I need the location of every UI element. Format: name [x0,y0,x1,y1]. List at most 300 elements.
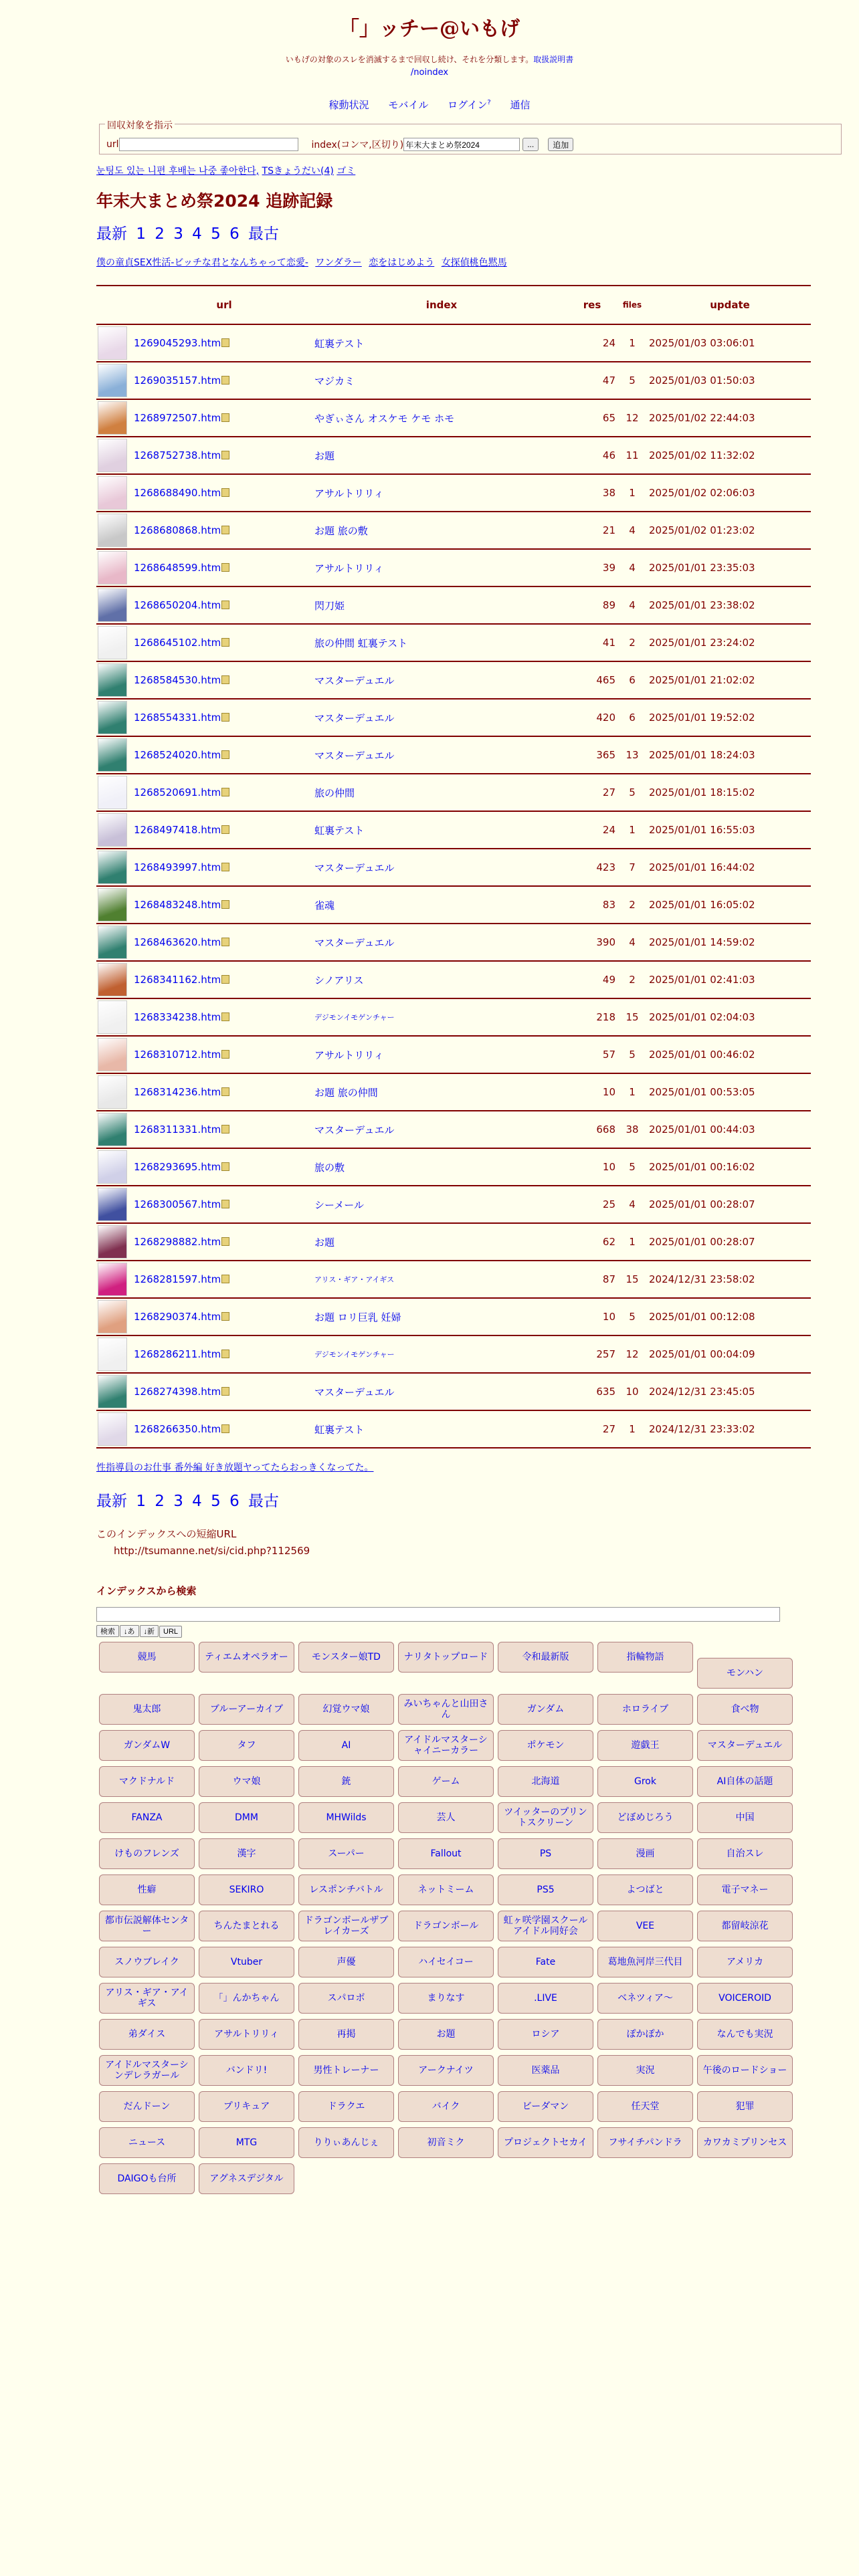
category-button[interactable]: ガンダム [498,1694,593,1725]
nav-login[interactable] [448,99,491,111]
thread-link[interactable]: 1268648599.htm [134,562,221,574]
thumbnail-image[interactable] [98,626,127,659]
category-button[interactable]: 指輪物語 [597,1642,693,1673]
archive-icon[interactable] [221,601,229,609]
category-button[interactable]: 任天堂 [597,2091,693,2122]
index-cell[interactable]: 虹裏テスト [314,811,569,849]
category-button[interactable]: PS [498,1838,593,1869]
category-button[interactable]: みいちゃんと山田さん [398,1694,494,1725]
category-button[interactable]: ナリタトップロード [398,1642,494,1673]
files-cell: 2 [615,886,649,924]
thread-link[interactable]: 1268972507.htm [134,412,221,424]
url-cell [134,1373,314,1410]
thumbnail-image[interactable] [98,588,127,622]
thumbnail-image[interactable] [98,701,127,734]
archive-icon[interactable] [221,1087,229,1096]
archive-icon[interactable] [221,1012,229,1021]
thumb-cell [96,849,134,886]
category-button[interactable]: スパロボ [298,1983,394,2014]
page-title: 年末大まとめ祭2024 追跡記録 [96,191,333,211]
category-button[interactable]: 医薬品 [498,2055,593,2086]
table-row [96,399,811,437]
thread-link[interactable]: 1268483248.htm [134,899,221,911]
pager-page-2[interactable]: 2 [155,225,165,243]
category-button[interactable]: けものフレンズ [99,1838,195,1869]
thumbnail-image[interactable] [98,926,127,959]
category-button[interactable]: マクドナルド [99,1766,195,1797]
index-cell[interactable]: アリス・ギア・アイギス [314,1261,569,1298]
index-cell[interactable]: アサルトリリィ [314,1036,569,1073]
table-row [96,699,811,736]
update-cell: 2025/01/01 00:12:08 [649,1298,811,1335]
thread-link[interactable]: 1268334238.htm [134,1011,221,1023]
index-cell[interactable]: お題 旅の仲間 [314,1073,569,1111]
archive-icon[interactable] [221,413,229,422]
archive-icon[interactable] [221,638,229,647]
sort-kana-button[interactable]: ↓あ [120,1625,139,1637]
category-button[interactable]: よつばと [597,1874,693,1905]
index-cell[interactable]: マスターデュエル [314,1111,569,1148]
index-input[interactable] [403,138,520,151]
archive-icon[interactable] [221,1050,229,1059]
update-cell: 2025/01/03 03:06:01 [649,324,811,362]
res-cell: 89 [569,586,615,624]
pager-page-4[interactable]: 4 [192,225,202,243]
category-button[interactable]: レスポンチバトル [298,1874,394,1905]
category-button[interactable]: MTG [199,2127,294,2158]
thumb-cell [96,924,134,961]
index-cell[interactable]: アサルトリリィ [314,474,569,512]
category-button[interactable]: VOICEROID [697,1983,793,2014]
category-button[interactable]: どぼめじろう [597,1802,693,1833]
category-button[interactable]: プロジェクトセカイ [498,2127,593,2158]
footer-thread-link[interactable]: 性指導員のお仕事 番外編 好き放題ヤってたらおっきくなってた。 [96,1463,374,1473]
category-button[interactable]: 再掲 [298,2019,394,2050]
thread-link[interactable]: 1268298882.htm [134,1236,221,1248]
index-cell[interactable]: 閃刀姫 [314,586,569,624]
url-cell [134,399,314,437]
category-button[interactable]: AI自体の話題 [697,1766,793,1797]
archive-icon[interactable] [221,338,229,347]
archive-icon[interactable] [221,1162,229,1171]
files-cell: 1 [615,811,649,849]
thumbnail-image[interactable] [98,401,127,435]
thread-link[interactable]: 1268266350.htm [134,1423,221,1435]
table-row [96,549,811,586]
category-button[interactable]: 漫画 [597,1838,693,1869]
category-button[interactable]: ティエムオペラオー [199,1642,294,1673]
index-cell[interactable]: マスターデュエル [314,1373,569,1410]
thumbnail-image[interactable] [98,1000,127,1034]
index-cell[interactable]: デジモンイモゲンチャー [314,1335,569,1373]
update-cell: 2025/01/01 21:02:02 [649,661,811,699]
category-button[interactable]: なんでも実況 [697,2019,793,2050]
pager-oldest[interactable]: 最古 [248,1493,280,1510]
category-button[interactable]: りりぃあんじぇ [298,2127,394,2158]
archive-icon[interactable] [221,938,229,946]
category-button[interactable]: Fallout [398,1838,494,1869]
category-button[interactable]: 「」んかちゃん [199,1983,294,2014]
category-button[interactable]: スーパー [298,1838,394,1869]
archive-icon[interactable] [221,1125,229,1134]
category-button[interactable]: プリキュア [199,2091,294,2122]
category-button[interactable]: 自治スレ [697,1838,793,1869]
url-input[interactable] [119,138,298,151]
category-button[interactable]: アークナイツ [398,2055,494,2086]
index-picker-button[interactable]: ... [522,138,539,151]
thumb-cell [96,1186,134,1223]
category-button[interactable]: ぽかぽか [597,2019,693,2050]
archive-icon[interactable] [221,863,229,871]
index-cell[interactable]: マスターデュエル [314,924,569,961]
thread-link[interactable]: 1268688490.htm [134,487,221,499]
update-cell: 2025/01/01 00:53:05 [649,1073,811,1111]
pager-page-5[interactable]: 5 [211,1493,221,1510]
category-button[interactable]: 都市伝説解体センター [99,1911,195,1941]
thread-link[interactable]: 1268290374.htm [134,1311,221,1323]
archive-icon[interactable] [221,563,229,572]
archive-icon[interactable] [221,1312,229,1321]
thumbnail-image[interactable] [98,476,127,510]
category-button[interactable]: ウマ娘 [199,1766,294,1797]
res-cell: 25 [569,1186,615,1223]
thumbnail-image[interactable] [98,738,127,772]
category-button[interactable]: マスターデュエル [697,1730,793,1761]
index-cell[interactable]: 旅の仲間 虹裏テスト [314,624,569,661]
thread-link[interactable]: 1268520691.htm [134,786,221,798]
category-button[interactable]: ツイッターのプリントスクリーン [498,1802,593,1833]
archive-icon[interactable] [221,1237,229,1246]
form-legend: 回収対象を指示 [105,118,175,132]
category-button[interactable]: ロシア [498,2019,593,2050]
thread-link[interactable]: 1268300567.htm [134,1198,221,1210]
category-button[interactable]: ブルーアーカイブ [199,1694,294,1725]
category-button[interactable]: 漢字 [199,1838,294,1869]
category-button[interactable]: 電子マネー [697,1874,793,1905]
category-button[interactable]: Vtuber [199,1947,294,1977]
tool-link-trash[interactable]: ゴミ [337,166,356,177]
category-button[interactable]: 弟ダイス [99,2019,195,2050]
thumbnail-image[interactable] [98,551,127,584]
archive-icon[interactable] [221,713,229,722]
category-button[interactable]: モンハン [697,1658,793,1689]
tool-link-korean[interactable]: 눈팅도 있는 니편 후배는 나중 좋아한다, [96,166,260,177]
category-button[interactable]: アサルトリリィ [199,2019,294,2050]
archive-icon[interactable] [221,1350,229,1358]
category-button[interactable]: 芸人 [398,1802,494,1833]
nav-status[interactable]: 稼動状況 [328,99,369,111]
category-button[interactable]: Fate [498,1947,593,1977]
res-cell: 24 [569,324,615,362]
index-cell[interactable]: 旅の敷 [314,1148,569,1186]
thumbnail-image[interactable] [98,364,127,397]
pager-oldest[interactable]: 最古 [248,225,280,243]
update-cell: 2024/12/31 23:45:05 [649,1373,811,1410]
category-button[interactable]: 午後のロードショー [697,2055,793,2086]
pager-page-3[interactable]: 3 [173,225,183,243]
header-index: index [314,286,569,324]
index-cell[interactable]: シーメール [314,1186,569,1223]
category-button[interactable]: 競馬 [99,1642,195,1673]
category-button[interactable]: ニュース [99,2127,195,2158]
category-button[interactable]: フサイチパンドラ [597,2127,693,2158]
thread-link[interactable]: 1268286211.htm [134,1348,221,1360]
index-cell[interactable]: お題 旅の敷 [314,512,569,549]
category-button[interactable]: 北海道 [498,1766,593,1797]
category-button[interactable]: FANZA [99,1802,195,1833]
thumb-cell [96,736,134,774]
thread-link[interactable]: 1268310712.htm [134,1049,221,1061]
archive-icon[interactable] [221,825,229,834]
pager-page-2[interactable]: 2 [155,1493,165,1510]
url-cell [134,512,314,549]
url-button[interactable]: URL [159,1626,182,1638]
index-cell[interactable]: デジモンイモゲンチャー [314,998,569,1036]
nav-login-sup: ? [487,99,491,106]
archive-icon[interactable] [221,451,229,459]
category-button[interactable]: SEKIRO [199,1874,294,1905]
thread-link[interactable]: 1268650204.htm [134,599,221,611]
table-row [96,1335,811,1373]
thumbnail-image[interactable] [98,326,127,360]
category-button[interactable]: PS5 [498,1874,593,1905]
category-button[interactable]: DAIGOも台所 [99,2163,195,2194]
category-button[interactable]: ホロライブ [597,1694,693,1725]
category-button[interactable]: .LIVE [498,1983,593,2014]
files-cell: 5 [615,1036,649,1073]
category-button[interactable]: スノウブレイク [99,1947,195,1977]
category-button[interactable]: 鬼太郎 [99,1694,195,1725]
category-button[interactable]: 声優 [298,1947,394,1977]
archive-icon[interactable] [221,975,229,984]
thumbnail-image[interactable] [98,1412,127,1446]
thumbnail-image[interactable] [98,1038,127,1071]
pager-page-3[interactable]: 3 [173,1493,183,1510]
thread-link[interactable]: 1268524020.htm [134,749,221,761]
category-button[interactable]: 都留岐涼花 [697,1911,793,1941]
thumbnail-image[interactable] [98,1263,127,1296]
category-button[interactable]: アメリカ [697,1947,793,1977]
index-cell[interactable]: 雀魂 [314,886,569,924]
index-cell[interactable]: 虹裏テスト [314,1410,569,1448]
pager-page-1[interactable]: 1 [136,1493,146,1510]
archive-icon[interactable] [221,1275,229,1283]
category-button[interactable]: 犯罪 [697,2091,793,2122]
category-button[interactable]: ベネツィア～ [597,1983,693,2014]
thumbnail-image[interactable] [98,1337,127,1371]
thumbnail-image[interactable] [98,514,127,547]
thread-link[interactable]: 1268274398.htm [134,1386,221,1398]
thread-link[interactable]: 1268752738.htm [134,449,221,461]
thumb-cell [96,811,134,849]
thread-link[interactable]: 1268645102.htm [134,637,221,649]
archive-icon[interactable] [221,1200,229,1208]
category-button[interactable]: カワカミプリンセス [697,2127,793,2158]
manual-link[interactable]: 取扱説明書 [533,55,574,64]
index-search-input[interactable] [96,1607,780,1622]
thumb-cell [96,437,134,474]
thumbnail-image[interactable] [98,663,127,697]
thread-link[interactable]: 1268493997.htm [134,861,221,873]
thumbnail-image[interactable] [98,776,127,809]
category-button[interactable]: 虹ヶ咲学園スクールアイドル同好会 [498,1911,593,1941]
category-button[interactable]: ネットミーム [398,1874,494,1905]
category-button[interactable]: ビーダマン [498,2091,593,2122]
thumbnail-image[interactable] [98,851,127,884]
thumbnail-image[interactable] [98,963,127,996]
update-cell: 2025/01/01 18:24:03 [649,736,811,774]
sort-new-button[interactable]: ↓新 [140,1625,159,1637]
related-link[interactable]: 女探偵桃色黙馬 [441,257,507,268]
pager-page-6[interactable]: 6 [229,1493,240,1510]
index-cell[interactable]: マスターデュエル [314,661,569,699]
category-button[interactable]: 葛地魚河岸三代目 [597,1947,693,1977]
category-button[interactable]: モンスター娘TD [298,1642,394,1673]
category-button[interactable]: 実況 [597,2055,693,2086]
thread-link[interactable]: 1269045293.htm [134,337,221,349]
files-cell: 7 [615,849,649,886]
category-button[interactable]: お題 [398,2019,494,2050]
category-button[interactable]: タフ [199,1730,294,1761]
thread-link[interactable]: 1268554331.htm [134,712,221,724]
category-button[interactable]: ポケモン [498,1730,593,1761]
category-button[interactable]: ゲーム [398,1766,494,1797]
files-cell: 4 [615,512,649,549]
category-button[interactable]: DMM [199,1802,294,1833]
thumbnail-image[interactable] [98,1225,127,1259]
archive-icon[interactable] [221,1387,229,1396]
category-button[interactable]: Grok [597,1766,693,1797]
tool-links [96,164,859,177]
pager-latest[interactable]: 最新 [96,1493,127,1510]
category-button[interactable]: ドラクエ [298,2091,394,2122]
category-button[interactable]: 中国 [697,1802,793,1833]
index-cell[interactable]: マジカミ [314,362,569,399]
category-button[interactable]: ガンダムW [99,1730,195,1761]
thumbnail-image[interactable] [98,1075,127,1109]
tool-link-ts[interactable]: TSきょうだい(4) [262,166,334,177]
nav-comm[interactable]: 通信 [510,99,531,111]
thread-link[interactable]: 1268311331.htm [134,1123,221,1136]
category-button[interactable]: だんドーン [99,2091,195,2122]
archive-icon[interactable] [221,675,229,684]
archive-icon[interactable] [221,788,229,796]
thumbnail-image[interactable] [98,1113,127,1146]
index-cell[interactable]: マスターデュエル [314,736,569,774]
category-button[interactable]: ハイセイコー [398,1947,494,1977]
thumbnail-image[interactable] [98,813,127,847]
thumbnail-image[interactable] [98,1188,127,1221]
search-label: インデックスから検索 [96,1585,197,1597]
thumb-cell [96,1298,134,1335]
res-cell: 257 [569,1335,615,1373]
index-cell[interactable]: お題 [314,437,569,474]
category-button[interactable]: AI [298,1730,394,1761]
category-button[interactable]: バイク [398,2091,494,2122]
thread-link[interactable]: 1268497418.htm [134,824,221,836]
index-cell[interactable]: シノアリス [314,961,569,998]
res-cell: 57 [569,1036,615,1073]
category-button[interactable]: 銃 [298,1766,394,1797]
pager-bottom [96,1489,859,1511]
pager-page-5[interactable]: 5 [211,225,221,243]
thread-link[interactable]: 1268293695.htm [134,1161,221,1173]
pager-latest[interactable]: 最新 [96,225,127,243]
nav-mobile[interactable]: モバイル [388,99,429,111]
thread-link[interactable]: 1268281597.htm [134,1273,221,1285]
noindex-link[interactable]: /noindex [410,68,449,78]
archive-icon[interactable] [221,376,229,385]
category-button[interactable]: アリス・ギア・アイギス [99,1983,195,2014]
thread-link[interactable]: 1268463620.htm [134,936,221,948]
category-button[interactable]: ドラゴンボール [398,1911,494,1941]
thread-link[interactable]: 1268314236.htm [134,1086,221,1098]
category-button[interactable]: 令和最新版 [498,1642,593,1673]
pager-page-4[interactable]: 4 [192,1493,202,1510]
archive-icon[interactable] [221,750,229,759]
thread-link[interactable]: 1269035157.htm [134,374,221,387]
category-button[interactable]: 性癖 [99,1874,195,1905]
archive-icon[interactable] [221,526,229,534]
category-button[interactable]: バンドリ! [199,2055,294,2086]
index-cell[interactable]: お題 ロリ巨乳 妊婦 [314,1298,569,1335]
category-button[interactable]: ドラゴンボールザブレイカーズ [298,1911,394,1941]
thumbnail-image[interactable] [98,888,127,922]
category-button[interactable]: まりなす [398,1983,494,2014]
category-button[interactable]: アイドルマスターシャイニーカラー [398,1730,494,1761]
related-link[interactable]: 恋をはじめよう [369,257,435,268]
thread-link[interactable]: 1268680868.htm [134,524,221,536]
category-button[interactable]: ちんたまとれる [199,1911,294,1941]
thumbnail-image[interactable] [98,439,127,472]
url-cell [134,437,314,474]
archive-icon[interactable] [221,488,229,497]
index-cell[interactable]: やぎぃさん オスケモ ケモ ホモ [314,399,569,437]
category-button[interactable]: 遊戯王 [597,1730,693,1761]
related-link[interactable]: 僕の童貞SEX性活-ビッチな君となんちゃって恋愛- [96,257,308,268]
category-button[interactable]: 男性トレーナー [298,2055,394,2086]
thumbnail-image[interactable] [98,1375,127,1408]
category-button[interactable]: 食べ物 [697,1694,793,1725]
add-button[interactable]: 追加 [548,138,573,151]
index-cell[interactable]: 旅の仲間 [314,774,569,811]
index-cell[interactable]: マスターデュエル [314,699,569,736]
index-cell[interactable]: アサルトリリィ [314,549,569,586]
archive-icon[interactable] [221,1424,229,1433]
thumb-cell [96,699,134,736]
thumbnail-image[interactable] [98,1300,127,1333]
pager-page-6[interactable]: 6 [229,225,240,243]
thread-link[interactable]: 1268341162.htm [134,974,221,986]
category-button[interactable]: VEE [597,1911,693,1941]
pager-page-1[interactable]: 1 [136,225,146,243]
update-cell: 2025/01/01 18:15:02 [649,774,811,811]
related-link[interactable]: ワンダラー [315,257,362,268]
category-button[interactable]: 幻覚ウマ娘 [298,1694,394,1725]
search-button[interactable]: 検索 [96,1625,119,1637]
index-cell[interactable]: 虹裏テスト [314,324,569,362]
thumbnail-image[interactable] [98,1150,127,1184]
index-cell[interactable]: マスターデュエル [314,849,569,886]
category-button[interactable]: 初音ミク [398,2127,494,2158]
category-button[interactable]: アグネスデジタル [199,2163,294,2194]
thread-link[interactable]: 1268584530.htm [134,674,221,686]
category-button[interactable]: アイドルマスターシンデレラガール [99,2055,195,2086]
category-button[interactable]: MHWilds [298,1802,394,1833]
thumb-cell [96,1148,134,1186]
index-cell[interactable]: お題 [314,1223,569,1261]
archive-icon[interactable] [221,900,229,909]
